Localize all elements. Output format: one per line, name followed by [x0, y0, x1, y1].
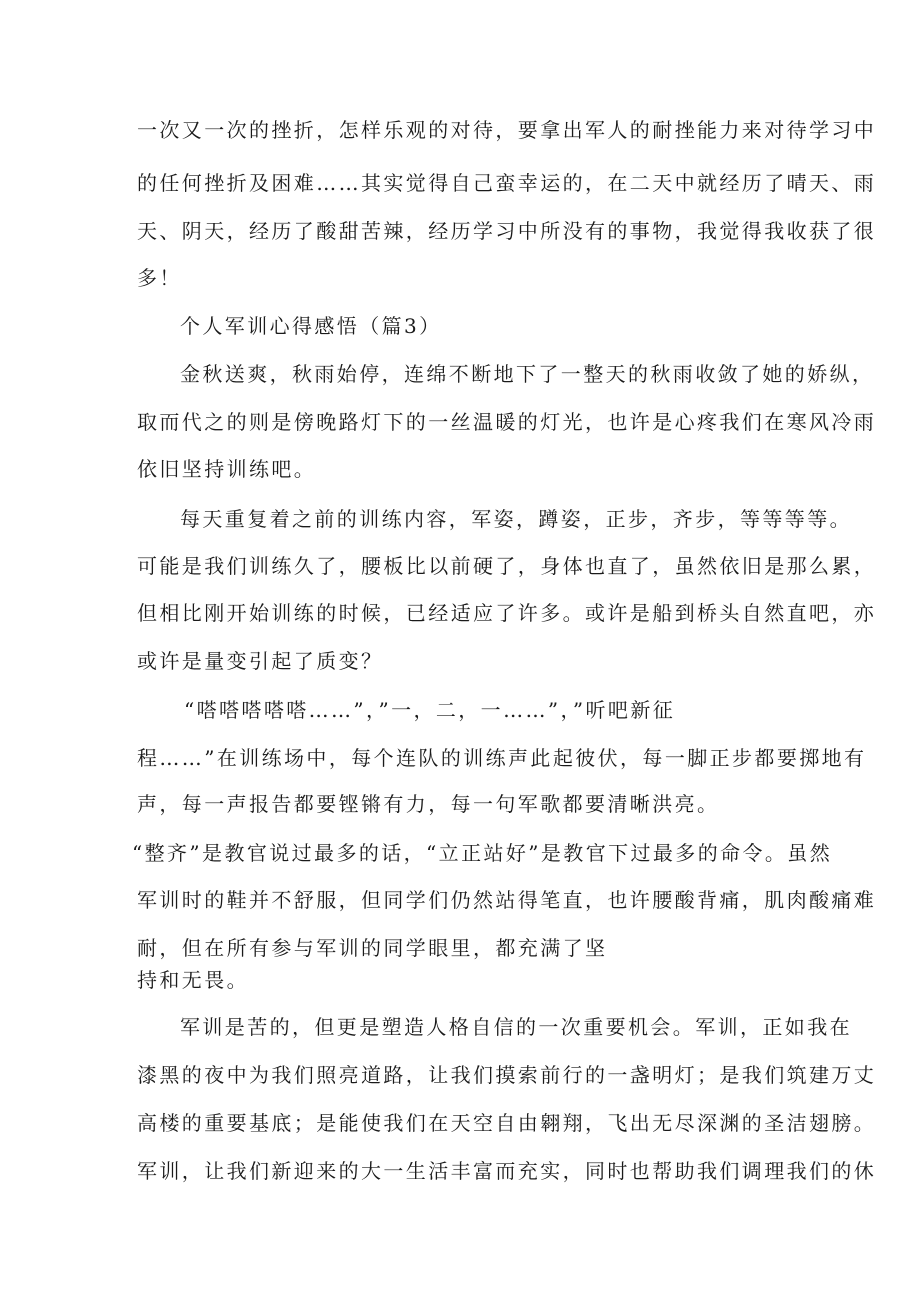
text-line: “整齐”是教官说过最多的话，“立正站好”是教官下过最多的命令。虽然: [132, 841, 833, 865]
text-line: 程……”在训练场中，每个连队的训练声此起彼伏，每一脚正步都要掷地有: [137, 746, 867, 770]
text-line: 漆黑的夜中为我们照亮道路，让我们摸索前行的一盏明灯；是我们筑建万丈: [137, 1063, 877, 1087]
text-line: “嗒嗒嗒嗒嗒……”，”一，二，一……”，”听吧新征: [184, 698, 676, 722]
text-line: 多！: [137, 266, 182, 290]
text-line: 但相比刚开始训练的时候，已经适应了许多。或许是船到桥头自然直吧，亦: [137, 601, 877, 625]
text-line: 一次又一次的挫折，怎样乐观的对待，要拿出军人的耐挫能力来对待学习中: [137, 118, 877, 142]
section-heading: 个人军训心得感悟（篇3）: [180, 314, 442, 338]
text-line: 金秋送爽，秋雨始停，连绵不断地下了一整天的秋雨收敛了她的娇纵，: [180, 362, 875, 386]
text-line: 每天重复着之前的训练内容，军姿，蹲姿，正步，齐步，等等等等。: [180, 507, 852, 531]
text-line: 的任何挫折及困难……其实觉得自己蛮幸运的，在二天中就经历了晴天、雨: [137, 171, 877, 195]
text-line: 取而代之的则是傍晚路灯下的一丝温暖的灯光，也许是心疼我们在寒风冷雨: [137, 410, 877, 434]
text-line: 耐，但在所有参与军训的同学眼里，都充满了坚: [137, 936, 608, 960]
text-line: 天、阴天，经历了酸甜苦辣，经历学习中所没有的事物，我觉得我收获了很: [137, 219, 877, 243]
text-line: 持和无畏。: [137, 968, 249, 992]
text-line: 声，每一声报告都要铿锵有力，每一句军歌都要清晰洪亮。: [137, 792, 720, 816]
text-line: 高楼的重要基底；是能使我们在天空自由翱翔，飞出无尽深渊的圣洁翅膀。: [137, 1111, 877, 1135]
text-line: 军训时的鞋并不舒服，但同学们仍然站得笔直，也许腰酸背痛，肌肉酸痛难: [137, 888, 877, 912]
text-line: 可能是我们训练久了，腰板比以前硬了，身体也直了，虽然依旧是那么累，: [137, 554, 877, 578]
text-line: 或许是量变引起了质变？: [137, 649, 384, 673]
text-line: 军训，让我们新迎来的大一生活丰富而充实，同时也帮助我们调理我们的休: [137, 1159, 877, 1183]
text-line: 军训是苦的，但更是塑造人格自信的一次重要机会。军训，正如我在: [180, 1015, 852, 1039]
text-line: 依旧坚持训练吧。: [137, 457, 317, 481]
